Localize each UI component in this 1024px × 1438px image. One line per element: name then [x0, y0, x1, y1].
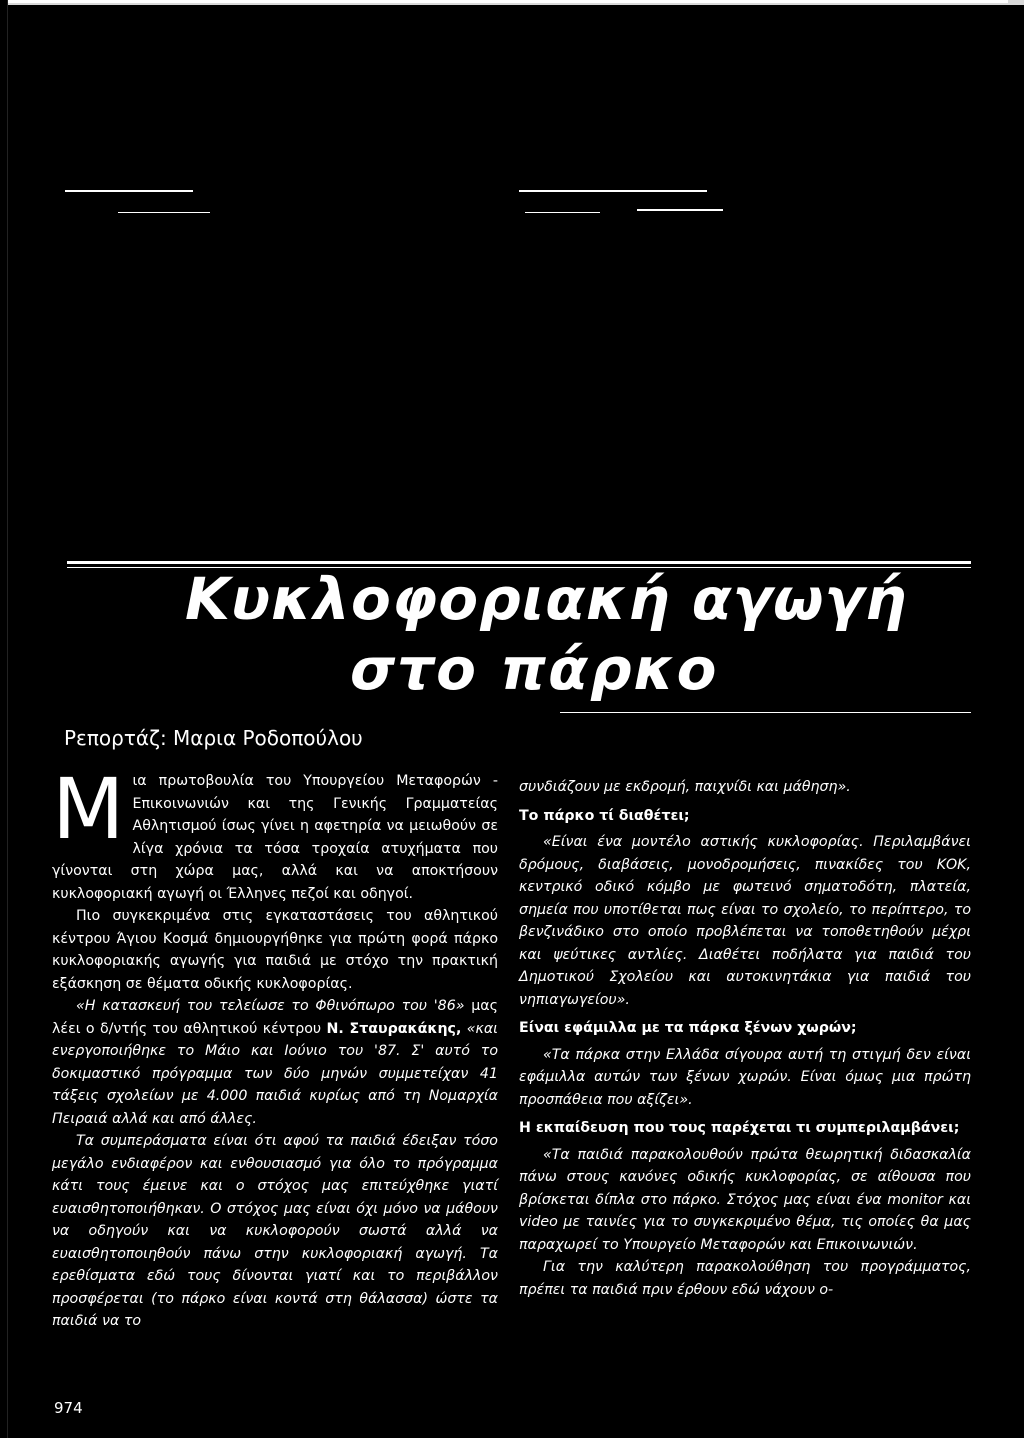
- left-paragraph-3: [52, 995, 498, 1130]
- dash-right-3: [637, 209, 723, 211]
- right-column: [519, 776, 971, 1301]
- left-paragraph-1-text: ια πρωτοβουλία του Υπουργείου Μεταφορών - Επικοινωνιών και της Γενικής Γραμματείας Αθλητισμού ίσως γίνει η αφετηρία να μειωθούν σε λίγα χρόνια τα τόσα τροχαία ατυχήματα που γίνονται στη χώρα μας, αλλά και να αποκτήσουν κυκλοφοριακή αγωγή οι Έλληνες πεζοί και οδηγοί.: [52, 773, 498, 902]
- article-title-line-1: Κυκλοφοριακή αγωγή: [185, 565, 908, 633]
- right-paragraph-5: Για την καλύτερη παρακολούθηση του προγράμματος, πρέπει τα παιδιά πριν έρθουν εδώ νάχουν ο-: [519, 1259, 971, 1298]
- dash-right-2: [525, 212, 600, 213]
- left-paragraph-2: Πιο συγκεκριμένα στις εγκαταστάσεις του αθλητικού κέντρου Άγιου Κοσμά δημιουργήθηκε για πρώτη φορά πάρκο κυκλοφοριακής αγωγής για παιδιά με στόχο την πρακτική εξάσκηση σε θέματα οδικής κυκλοφορίας.: [52, 908, 498, 992]
- question-heading-1: Το πάρκο τί διαθέτει;: [519, 807, 690, 824]
- right-paragraph-3: «Τα πάρκα στην Ελλάδα σίγουρα αυτή τη στιγμή δεν είναι εφάμιλλα αυτών των ξένων χωρών. Είναι όμως μια πρώτη προσπάθεια που αξίζει».: [519, 1046, 971, 1108]
- right-paragraph-4: «Τα παιδιά παρακολουθούν πρώτα θεωρητική διδασκαλία πάνω στους κανόνες οδικής κυκλοφορίας, σε αίθουσα που βρίσκεται δίπλα στο πάρκο. Στόχος μας είναι ένα monitor και video με ταινίες για το συγκεκριμένο θέμα, τις οποίες θα μας παραχωρεί το Υπουργείο Μεταφορών και Επικοινωνιών.: [519, 1146, 971, 1253]
- left-edge: [0, 0, 8, 1438]
- page-number: 974: [54, 1399, 83, 1417]
- drop-cap: Μ: [52, 760, 125, 858]
- right-paragraph-1: συνδιάζουν με εκδρομή, παιχνίδι και μάθηση».: [519, 779, 851, 795]
- title-rule-bottom: [560, 712, 971, 713]
- dash-left-2: [118, 212, 210, 213]
- top-border-highlight: [0, 0, 1008, 3]
- left-paragraph-4: Τα συμπεράσματα είναι ότι αφού τα παιδιά έδειξαν τόσο μεγάλο ενδιαφέρον και ενθουσιασμό για όλο το πρόγραμμα κάτι τους έμεινε και ο στόχος μας επιτεύχθηκε γιατί ευαισθητοποιήθηκαν. Ο στόχος μας είναι όχι μόνο να μάθουν να οδηγούν και να κυκλοφορούν σωστά αλλά να ευαισθητοποιηθούν πάνω στην κυκλοφοριακή αγωγή. Τα ερεθίσματα εδώ τους δίνονται γιατί και το περιβάλλον προσφέρεται (το πάρκο είναι κοντά στη θάλασσα) ώστε τα παιδιά να το: [52, 1133, 498, 1329]
- left-paragraph-3-text: μας λέει ο δ/ντής του αθλητικού κέντρου: [52, 998, 498, 1037]
- left-paragraph-3-quote: «Η κατασκευή του τελείωσε το Φθινόπωρο του '86»: [76, 998, 465, 1014]
- question-heading-2: Είναι εφάμιλλα με τα πάρκα ξένων χωρών;: [519, 1020, 857, 1036]
- left-column: [52, 760, 498, 1333]
- question-heading-3: Η εκπαίδευση που τους παρέχεται τι συμπεριλαμβάνει;: [519, 1120, 960, 1136]
- article-title-line-2: στο πάρκο: [350, 635, 719, 703]
- dash-right-1: [519, 190, 707, 192]
- byline: Ρεπορτάζ: Μαρια Ροδοπούλου: [64, 726, 363, 750]
- right-paragraph-2: «Είναι ένα μοντέλο αστικής κυκλοφορίας. Περιλαμβάνει δρόμους, διαβάσεις, μονοδρομήσεις, πινακίδες του ΚΟΚ, κεντρικό οδικό κόμβο με φωτεινό σηματοδότη, πλατεία, σημεία που υποτίθεται πως είναι το σχολείο, το περίπτερο, το βενζινάδικο στο οποίο προβλέπεται να τοποθετηθούν μέχρι και ψεύτικες αντλίες. Διαθέτει ποδήλατα για παιδιά του Δημοτικού Σχολείου και αυτοκινητάκια για παιδιά του νηπιαγωγείου».: [519, 834, 971, 1008]
- left-paragraph-3-quote-2: «και ενεργοποιήθηκε το Μάιο και Ιούνιο του '87. Σ' αυτό το δοκιμαστικό πρόγραμμα των δύο μηνών συμμετείχαν 41 τάξεις σχολείων με 4.000 παιδιά κυρίως από τη Νομαρχία Πειραιά αλλά και από άλλες.: [52, 1020, 498, 1127]
- left-paragraph-1: [52, 760, 498, 905]
- director-name: Ν. Σταυρακάκης,: [326, 1020, 462, 1037]
- title-rule-top-thick: [67, 561, 971, 564]
- dash-left-1: [65, 190, 193, 192]
